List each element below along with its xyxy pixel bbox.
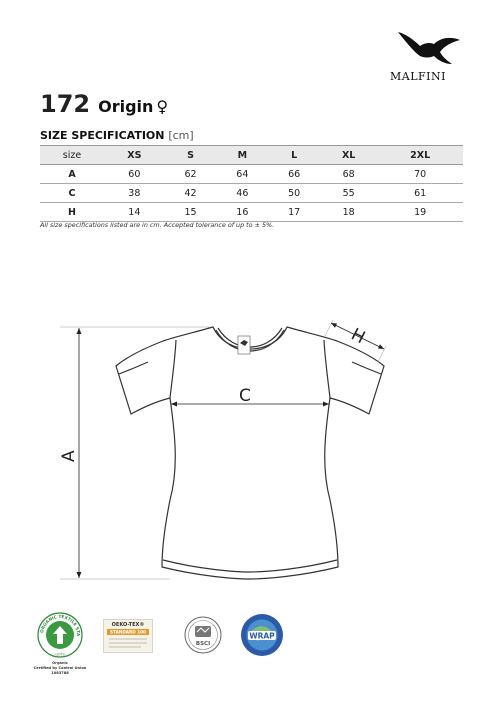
table-cell: 61: [377, 184, 463, 203]
brand-name: MALFINI: [390, 70, 446, 83]
table-cell: 60: [104, 165, 165, 184]
table-cell: 66: [268, 165, 320, 184]
label-a: A: [59, 450, 79, 462]
product-name: Origin: [98, 97, 154, 116]
product-number: 172: [40, 90, 91, 118]
table-header-cell: XL: [320, 146, 377, 165]
gots-caption: [33, 661, 87, 675]
tolerance-note: All size specifications listed are in cm. Accepted tolerance of up to ± 5%.: [40, 221, 275, 229]
table-header-cell: S: [165, 146, 217, 165]
table-header-cell: L: [268, 146, 320, 165]
table-cell: 17: [268, 203, 320, 222]
measure-a: [59, 327, 210, 579]
gots-sub: GOTS: [55, 652, 65, 657]
table-cell: 15: [165, 203, 217, 222]
table-cell: 46: [216, 184, 268, 203]
table-header-cell: size: [40, 146, 104, 165]
gots-caption-line: Certified by Control Union: [33, 665, 87, 670]
gots-logo: [37, 612, 83, 658]
table-cell: 68: [320, 165, 377, 184]
size-spec-title: SIZE SPECIFICATION: [40, 129, 165, 142]
measure-h: [324, 320, 386, 362]
table-cell: 70: [377, 165, 463, 184]
gots-caption-line: Organic: [52, 661, 68, 665]
table-cell: 62: [165, 165, 217, 184]
oeko-standard: STANDARD 100: [110, 629, 146, 635]
label-h: H: [347, 324, 369, 349]
label-c: C: [239, 386, 251, 406]
tshirt-outline: [116, 324, 384, 579]
size-spec-unit: [cm]: [168, 129, 194, 142]
table-cell: 16: [216, 203, 268, 222]
wrap-logo: [240, 613, 284, 657]
gots-caption-line: 1083788: [51, 670, 69, 675]
row-label: A: [40, 165, 104, 184]
table-cell: 42: [165, 184, 217, 203]
table-cell: 64: [216, 165, 268, 184]
table-header-cell: M: [216, 146, 268, 165]
table-header-cell: XS: [104, 146, 165, 165]
row-label: C: [40, 184, 104, 203]
table-header-cell: 2XL: [377, 146, 463, 165]
measure-c: [171, 386, 329, 407]
bsci-logo: [184, 616, 222, 654]
wrap-name: WRAP: [249, 631, 275, 641]
table-cell: 14: [104, 203, 165, 222]
gots-ring-text: ORGANIC TEXTILE STA: [39, 613, 82, 637]
oeko-name: OEKO-TEX®: [111, 622, 145, 628]
table-cell: 38: [104, 184, 165, 203]
female-symbol: ♀: [156, 97, 169, 116]
table-cell: 50: [268, 184, 320, 203]
table-cell: 55: [320, 184, 377, 203]
bsci-name: BSCI: [195, 641, 211, 647]
row-label: H: [40, 203, 104, 222]
table-cell: 18: [320, 203, 377, 222]
oeko-tex-logo: [103, 619, 153, 653]
table-cell: 19: [377, 203, 463, 222]
